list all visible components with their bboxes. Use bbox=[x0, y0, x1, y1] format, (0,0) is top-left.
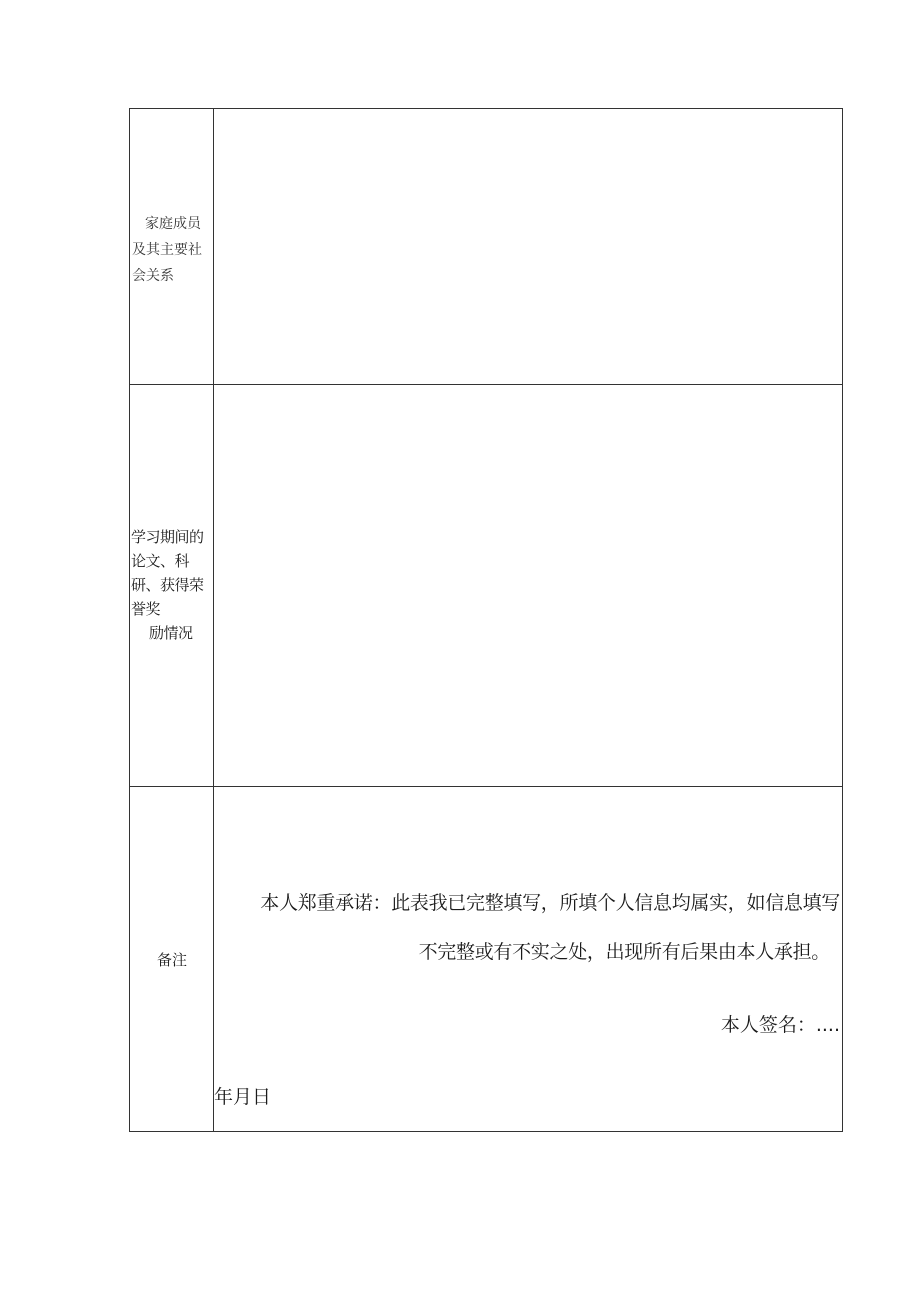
family-relations-row bbox=[130, 109, 842, 385]
signature-label: 本人签名：.... bbox=[720, 1014, 840, 1036]
remarks-row bbox=[130, 787, 842, 1131]
family-relations-label: 家庭成员 及其主要社 会关系 bbox=[132, 216, 202, 284]
remarks-field bbox=[214, 787, 842, 1131]
achievements-row bbox=[130, 385, 842, 787]
family-relations-label-cell bbox=[130, 109, 214, 384]
pledge-text-line-2: 不完整或有不实之处，出现所有后果由本人承担。 bbox=[418, 941, 830, 963]
remarks-label: 备注 bbox=[157, 951, 188, 969]
achievements-label: 学习期间的 论文、科 研、获得荣 誉奖 励情况 bbox=[131, 528, 204, 642]
registration-form-table bbox=[129, 108, 843, 1132]
remarks-label-cell bbox=[130, 787, 214, 1131]
achievements-field[interactable] bbox=[214, 385, 842, 786]
pledge-text-line-1: 本人郑重承诺：此表我已完整填写，所填个人信息均属实，如信息填写 bbox=[260, 892, 840, 914]
family-relations-field[interactable] bbox=[214, 109, 842, 384]
date-label: 年月日 bbox=[214, 1086, 272, 1108]
achievements-label-cell bbox=[130, 385, 214, 786]
